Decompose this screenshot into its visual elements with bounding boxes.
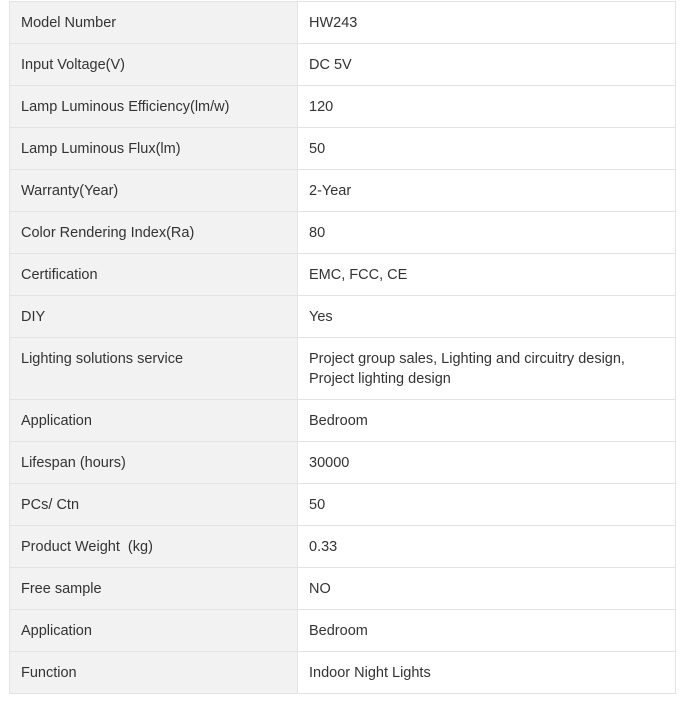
spec-label: Lighting solutions service <box>10 338 298 400</box>
spec-label: Application <box>10 400 298 442</box>
spec-label: PCs/ Ctn <box>10 484 298 526</box>
spec-value: NO <box>298 568 676 610</box>
spec-value: Yes <box>298 296 676 338</box>
specification-table <box>9 1 676 694</box>
spec-label: Color Rendering Index(Ra) <box>10 212 298 254</box>
spec-value: HW243 <box>298 2 676 44</box>
spec-label: Application <box>10 610 298 652</box>
spec-value: 50 <box>298 128 676 170</box>
table-row <box>10 86 676 128</box>
table-row <box>10 212 676 254</box>
spec-value: 30000 <box>298 442 676 484</box>
spec-value: Bedroom <box>298 610 676 652</box>
spec-value: 0.33 <box>298 526 676 568</box>
table-row <box>10 296 676 338</box>
table-row <box>10 2 676 44</box>
spec-label: Certification <box>10 254 298 296</box>
spec-label: Product Weight (kg) <box>10 526 298 568</box>
spec-value: 120 <box>298 86 676 128</box>
table-row <box>10 254 676 296</box>
spec-label: Function <box>10 652 298 694</box>
table-row <box>10 170 676 212</box>
table-row <box>10 568 676 610</box>
spec-value: Bedroom <box>298 400 676 442</box>
spec-value: Project group sales, Lighting and circuitry design, Project lighting design <box>298 338 676 400</box>
spec-label: Free sample <box>10 568 298 610</box>
spec-value: EMC, FCC, CE <box>298 254 676 296</box>
table-row <box>10 400 676 442</box>
spec-value: 50 <box>298 484 676 526</box>
spec-value: 2-Year <box>298 170 676 212</box>
table-row <box>10 610 676 652</box>
spec-value: Indoor Night Lights <box>298 652 676 694</box>
table-row <box>10 484 676 526</box>
spec-label: DIY <box>10 296 298 338</box>
spec-value: 80 <box>298 212 676 254</box>
spec-label: Lamp Luminous Flux(lm) <box>10 128 298 170</box>
spec-label: Input Voltage(V) <box>10 44 298 86</box>
spec-label: Lamp Luminous Efficiency(lm/w) <box>10 86 298 128</box>
table-row <box>10 128 676 170</box>
spec-value: DC 5V <box>298 44 676 86</box>
table-row <box>10 44 676 86</box>
spec-label: Warranty(Year) <box>10 170 298 212</box>
table-row <box>10 338 676 400</box>
table-row <box>10 526 676 568</box>
table-row <box>10 652 676 694</box>
spec-label: Model Number <box>10 2 298 44</box>
table-row <box>10 442 676 484</box>
spec-label: Lifespan (hours) <box>10 442 298 484</box>
